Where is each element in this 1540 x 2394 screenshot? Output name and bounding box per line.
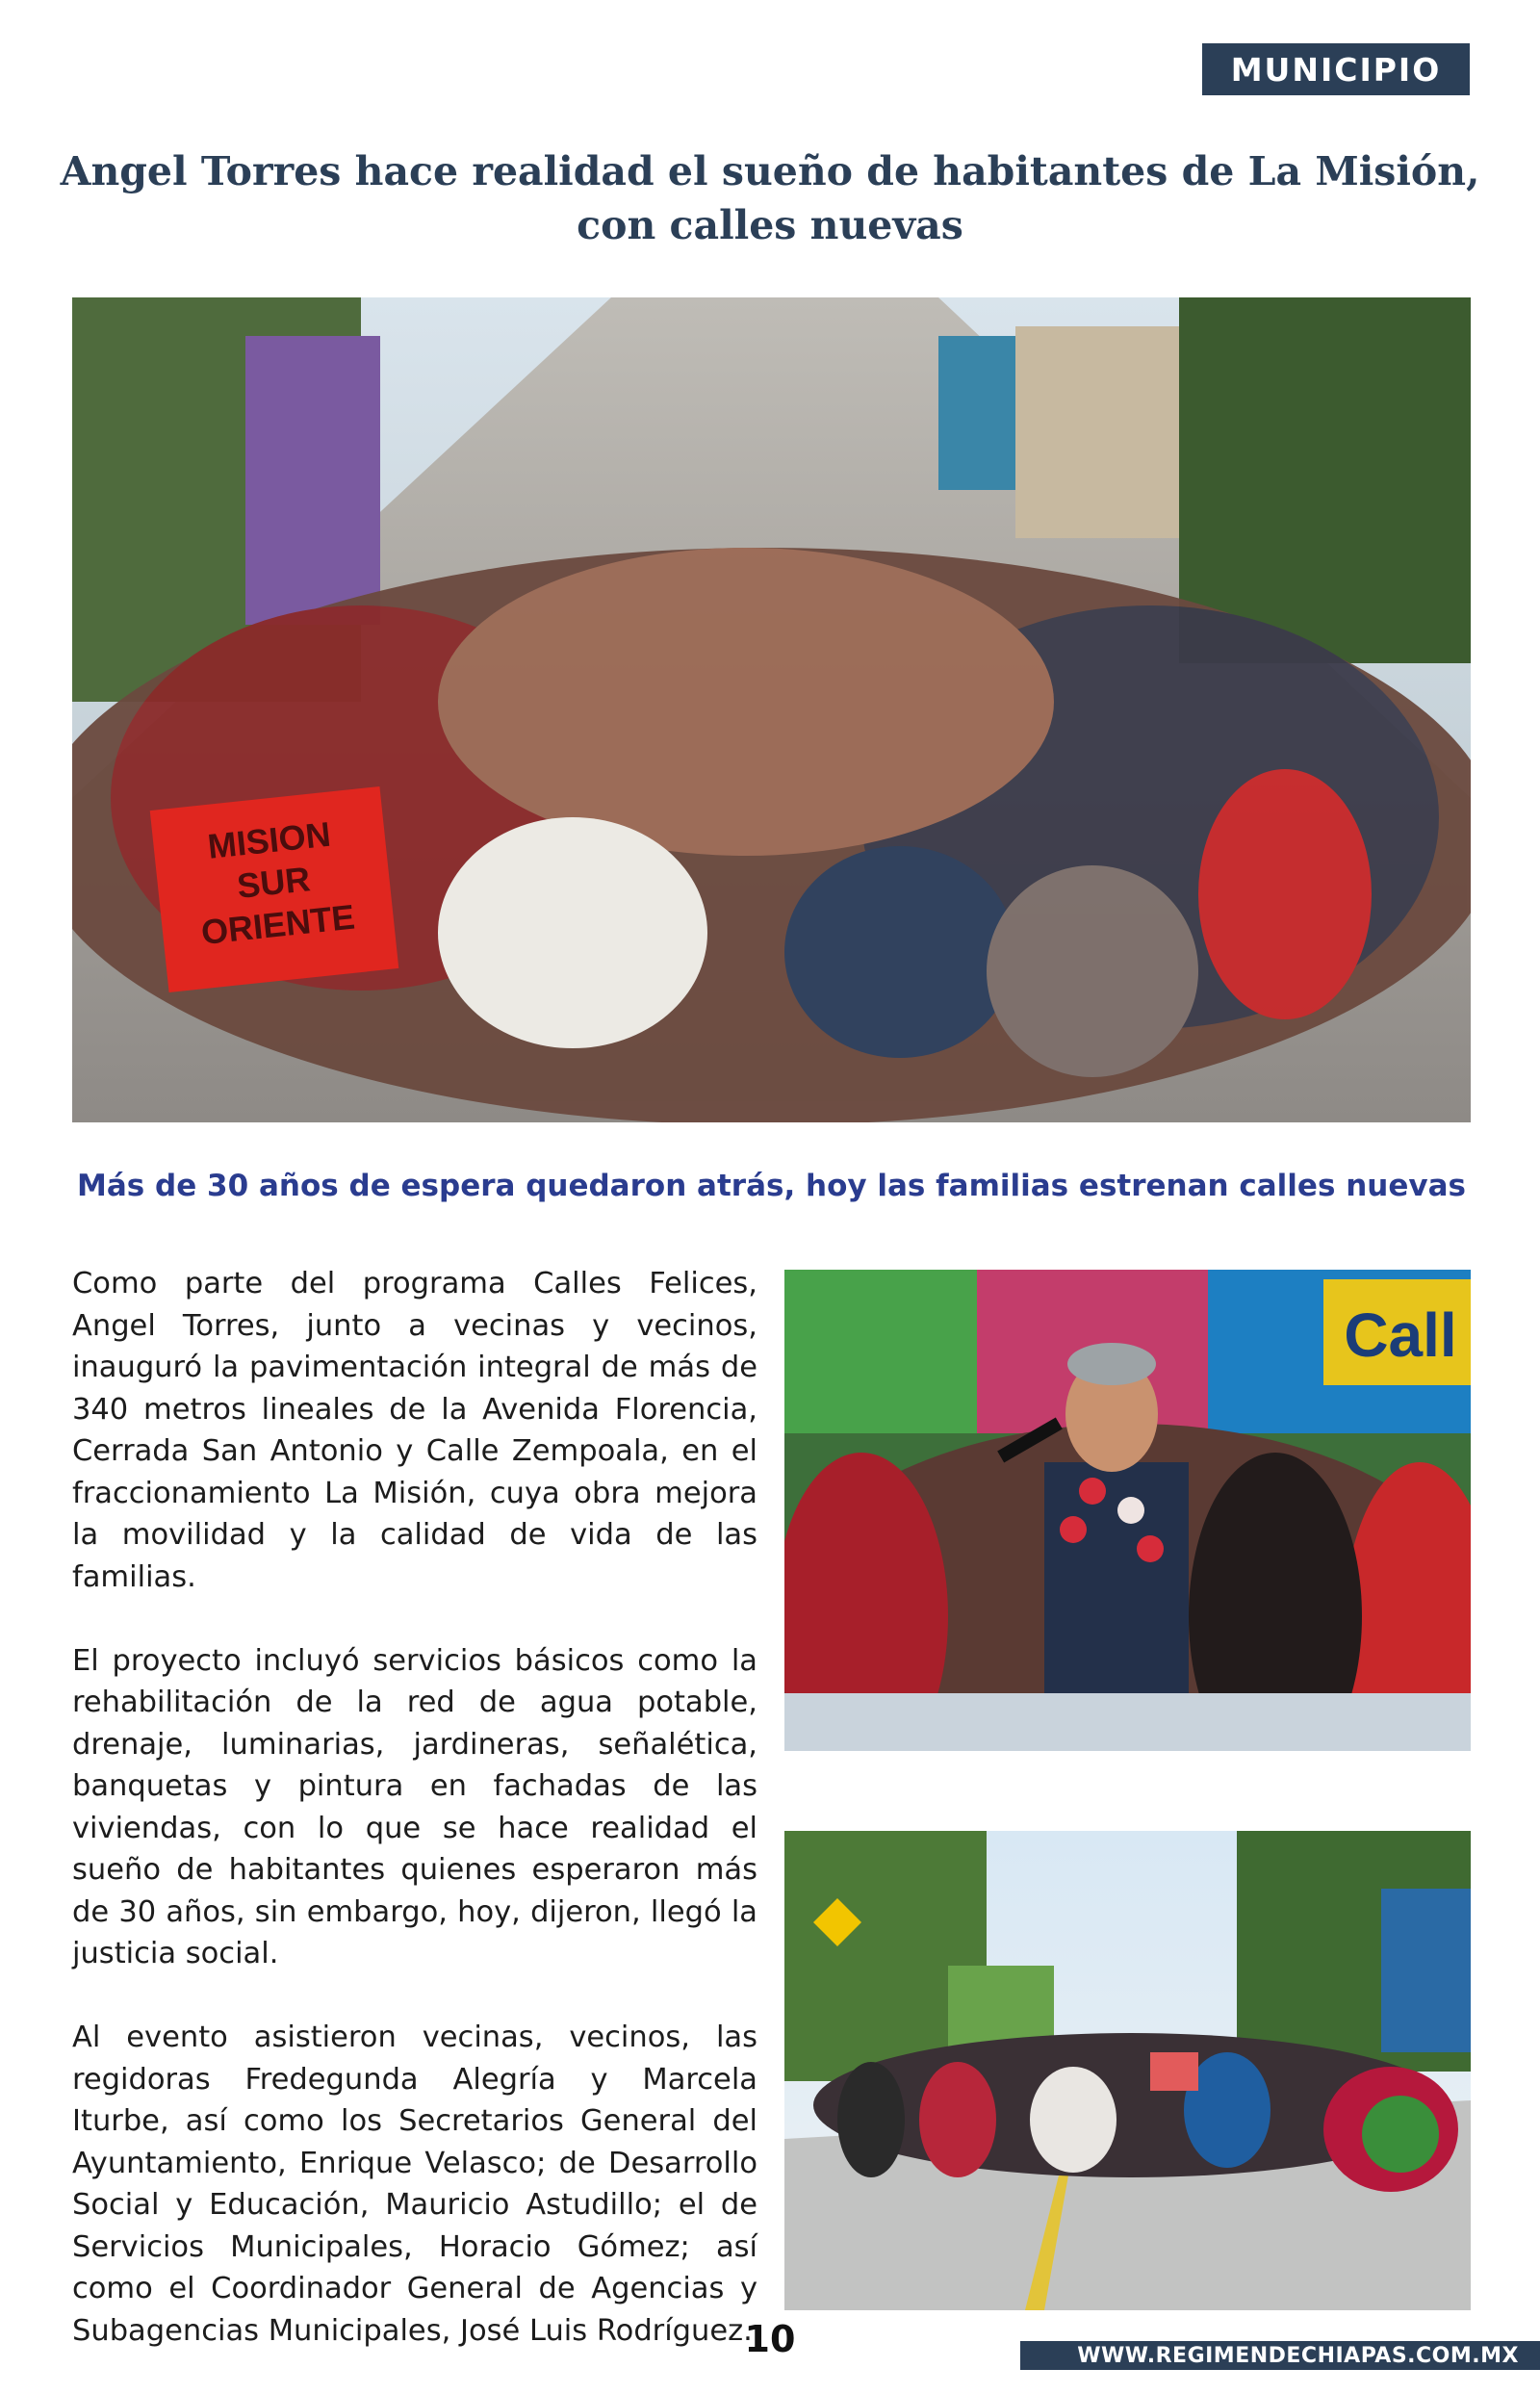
photo-caption: Más de 30 años de espera quedaron atrás, hoy las familias estrenan calles nuevas xyxy=(77,1169,1466,1203)
main-photo-sign: MISIONSURORIENTE xyxy=(199,813,357,953)
article-body xyxy=(72,1263,757,2394)
speech-photo xyxy=(784,1270,1471,1751)
website-url[interactable]: WWW.REGIMENDECHIAPAS.COM.MX xyxy=(1077,2343,1519,2368)
speech-photo-wall-text: Call xyxy=(1344,1300,1457,1370)
paragraph-2: El proyecto incluyó servicios básicos como la rehabilitación de la red de agua potable, drenaje, luminarias, jardineras, señalética, banquetas y pintura en fachadas de las viviendas, con lo que se hace realidad el sueño de habitantes quienes esperaron más de 30 años, sin embargo, hoy, dijeron, llegó la justicia social. xyxy=(72,1643,757,1970)
page-number: 10 xyxy=(744,2318,796,2360)
article-title: Angel Torres hace realidad el sueño de habitantes de La Misión, con calles nuevas xyxy=(60,148,1480,248)
main-crowd-photo xyxy=(72,297,1471,1122)
footer-website-bar xyxy=(1020,2341,1540,2370)
paragraph-1: Como parte del programa Calles Felices, Angel Torres, junto a vecinas y vecinos, inauguró la pavimentación integral de más de 340 metros lineales de la Avenida Florencia, Cerrada San Antonio y Calle Zempoala, en el fraccionamiento La Misión, cuya obra mejora la movilidad y la calidad de vida de las familias. xyxy=(72,1267,757,1594)
section-tag: MUNICIPIO xyxy=(1202,43,1470,95)
group-street-photo xyxy=(784,1831,1471,2310)
paragraph-3: Al evento asistieron vecinas, vecinos, las regidoras Fredegunda Alegría y Marcela Iturbe, así como los Secretarios General del Ayuntamiento, Enrique Velasco; de Desarrollo Social y Educación, Mauricio Astudillo; el de Servicios Municipales, Horacio Gómez; así como el Coordinador General de Agencias y Subagencias Municipales, José Luis Rodríguez. xyxy=(72,2021,757,2348)
